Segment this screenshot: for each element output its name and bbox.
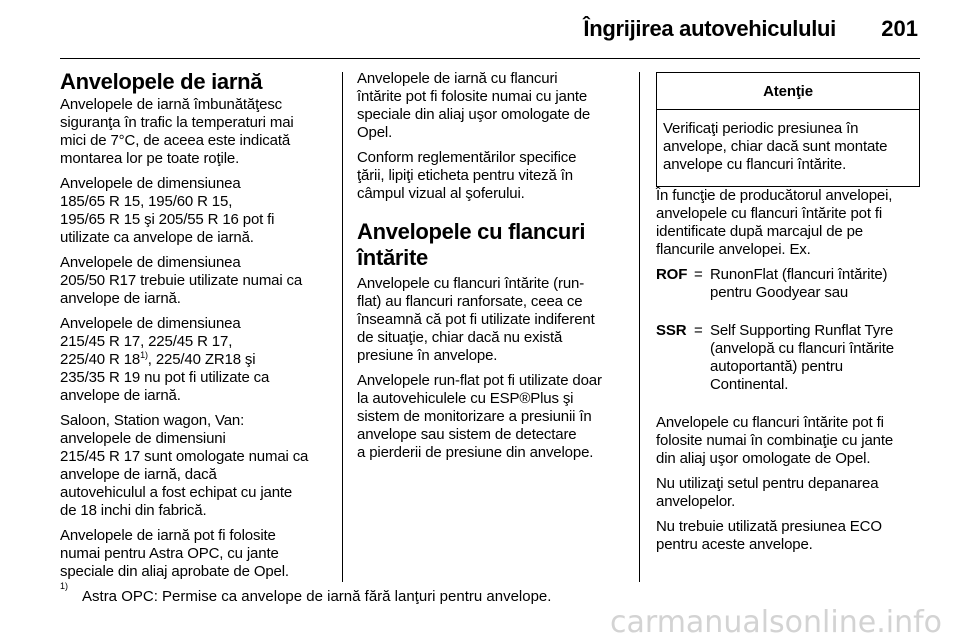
definition-term: ROF bbox=[656, 266, 688, 283]
column-middle bbox=[357, 70, 629, 469]
warning-text: Verificaţi periodic presiunea în anvelope, chiar dacă sunt montate anvelope cu flancuri întărite. bbox=[663, 120, 888, 173]
column-right bbox=[656, 70, 928, 561]
warning-title: Atenţie bbox=[657, 73, 919, 110]
definition-equals: = bbox=[694, 266, 703, 283]
paragraph: Saloon, Station wagon, Van: anvelopele de dimensiuni 215/45 R 17 sunt omologate numai ca anvelope de iarnă, dacă autovehiculul a fost echipat cu jante de 18 inchi din fabrică. bbox=[60, 412, 309, 519]
paragraph: Nu utilizaţi setul pentru depanarea anvelopelor. bbox=[656, 475, 879, 510]
footnote-text: Astra OPC: Permise ca anvelope de iarnă fără lanţuri pentru anvelope. bbox=[82, 588, 552, 605]
footnote-mark: 1) bbox=[60, 581, 69, 591]
paragraph: Anvelopele de iarnă îmbunătăţesc siguranţa în trafic la temperaturi mai mici de 7°C, de aceea este indicată montarea lor pe toate roţile. bbox=[60, 96, 294, 167]
paragraph: Anvelopele run-flat pot fi utilizate doar la autovehiculele cu ESP®Plus şi sistem de monitorizare a presiunii în anvelope sau sistem de detectare a pierderii de presiune din anvelope. bbox=[357, 372, 602, 461]
section-heading: Anvelopele de iarnă bbox=[60, 69, 263, 94]
chapter-title: Îngrijirea autovehiculului bbox=[583, 16, 836, 41]
warning-box bbox=[656, 72, 920, 187]
paragraph: Nu trebuie utilizată presiunea ECO pentru aceste anvelope. bbox=[656, 518, 882, 553]
paragraph: Anvelopele de dimensiunea 205/50 R17 trebuie utilizate numai ca anvelope de iarnă. bbox=[60, 254, 303, 307]
definition-item bbox=[656, 322, 928, 394]
column-divider bbox=[639, 72, 640, 582]
definition-term: SSR bbox=[656, 322, 687, 339]
paragraph: În funcţie de producătorul anvelopei, anvelopele cu flancuri întărite pot fi identificate după marcajul de pe flancurile anvelopei. Ex. bbox=[656, 187, 893, 258]
paragraph: Anvelopele de dimensiunea 185/65 R 15, 195/60 R 15, 195/65 R 15 şi 205/55 R 16 pot fi utilizate ca anvelope de iarnă. bbox=[60, 175, 275, 246]
paragraph bbox=[60, 315, 332, 405]
footnote-reference[interactable]: 1) bbox=[140, 350, 148, 360]
header-rule bbox=[60, 58, 920, 59]
paragraph-text: , 225/40 ZR18 şi 235/35 R 19 nu pot fi utilizate ca anvelope de iarnă. bbox=[60, 351, 270, 404]
definition-description: RunonFlat (flancuri întărite) pentru Goodyear sau bbox=[710, 266, 888, 301]
watermark: carmanualsonline.info bbox=[610, 605, 942, 640]
page-header bbox=[42, 14, 918, 48]
column-left bbox=[60, 70, 332, 588]
definition-item bbox=[656, 266, 928, 302]
section-heading: Anvelopele cu flancuri întărite bbox=[357, 219, 586, 270]
definition-equals: = bbox=[694, 322, 703, 339]
definition-list bbox=[656, 266, 928, 394]
paragraph: Anvelopele de iarnă cu flancuri întărite pot fi folosite numai cu jante speciale din aliaj uşor omologate de Opel. bbox=[357, 70, 591, 141]
footnote bbox=[60, 581, 552, 606]
paragraph: Anvelopele cu flancuri întărite (run- flat) au flancuri ranforsate, ceea ce înseamnă că pot fi utilizate indiferent de situaţie, chiar dacă nu există presiune în anvelope. bbox=[357, 275, 595, 364]
definition-description: Self Supporting Runflat Tyre (anvelopă cu flancuri întărite autoportantă) pentru Continental. bbox=[710, 322, 894, 393]
paragraph: Anvelopele de iarnă pot fi folosite numai pentru Astra OPC, cu jante speciale din aliaj aprobate de Opel. bbox=[60, 527, 289, 580]
paragraph: Anvelopele cu flancuri întărite pot fi folosite numai în combinaţie cu jante din aliaj uşor omologate de Opel. bbox=[656, 414, 894, 467]
page-number: 201 bbox=[881, 16, 918, 41]
paragraph-text: Anvelopele de dimensiunea 215/45 R 17, 225/45 R 17, 225/40 R 18 bbox=[60, 315, 241, 368]
column-divider bbox=[342, 72, 343, 582]
paragraph: Conform reglementărilor specifice ţării, lipiţi eticheta pentru viteză în câmpul vizual al şoferului. bbox=[357, 149, 577, 202]
